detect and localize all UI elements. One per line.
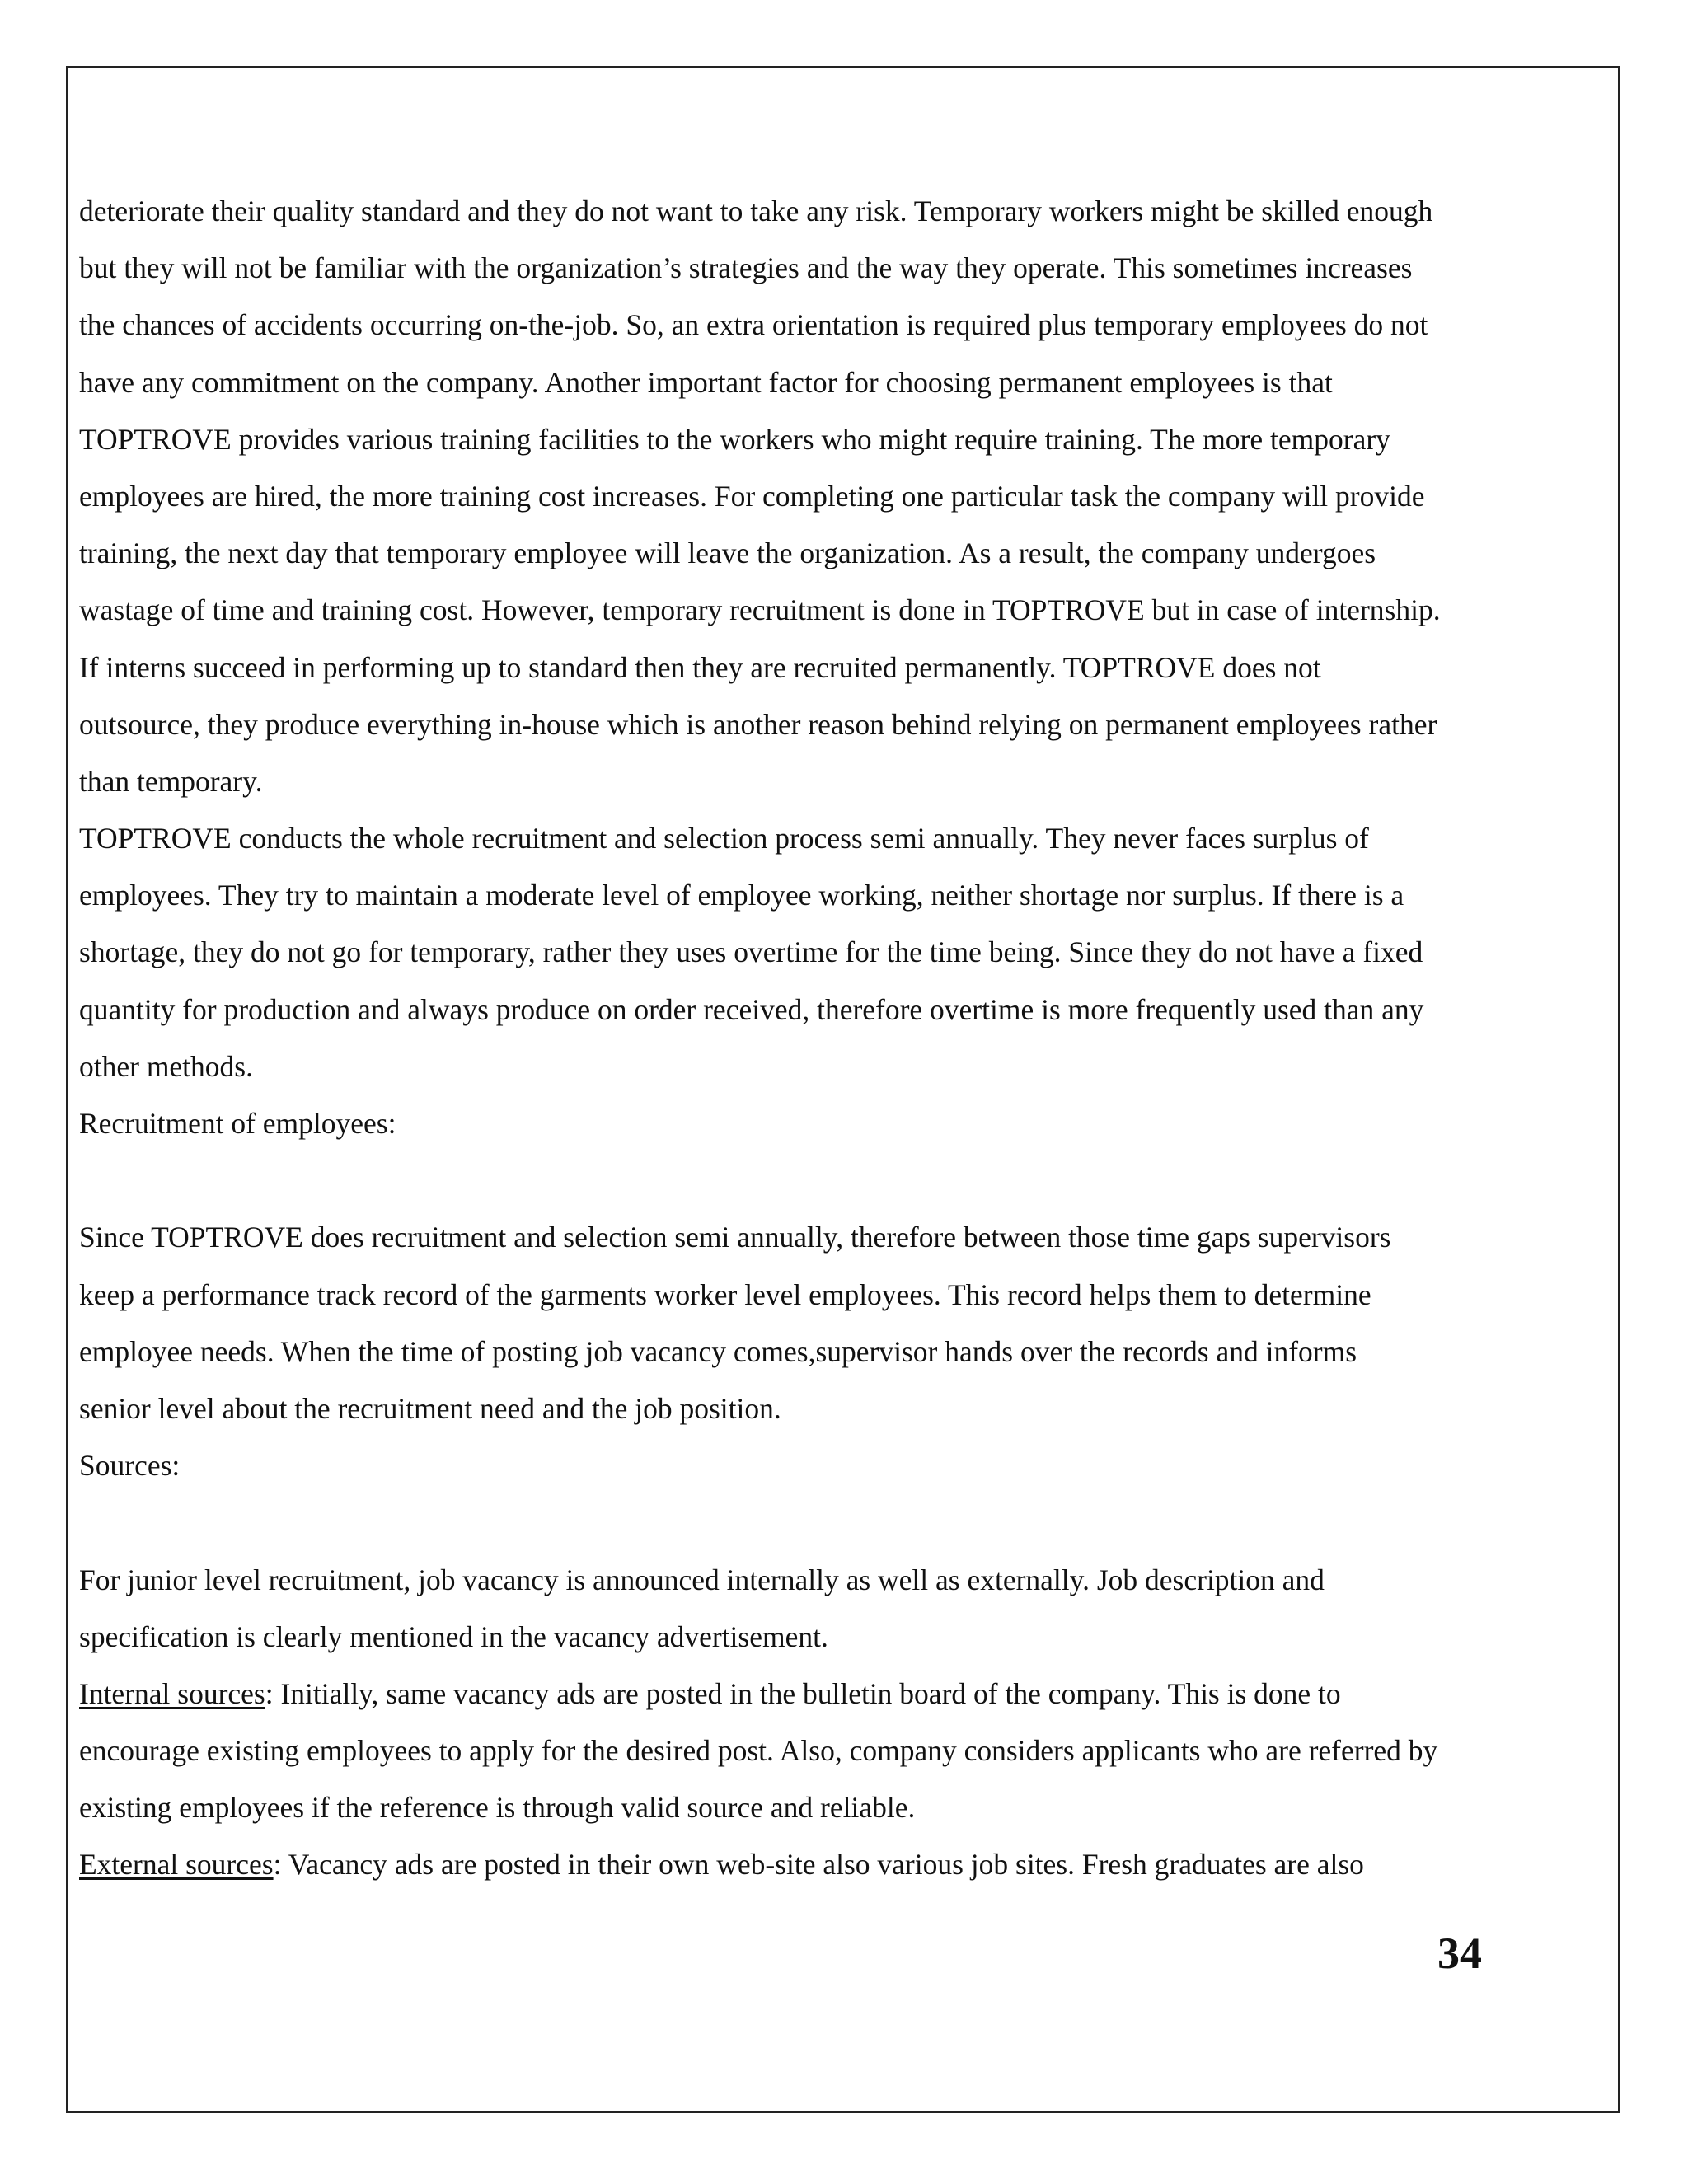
text-line: employees are hired, the more training cost increases. For completing one particular task the company will provide	[79, 479, 1425, 513]
text-line: encourage existing employees to apply for the desired post. Also, company considers applicants who are referred by	[79, 1734, 1438, 1768]
document-body	[79, 183, 1614, 1894]
text-line: but they will not be familiar with the organization’s strategies and the way they operate. This sometimes increases	[79, 251, 1413, 285]
recruitment-heading: Recruitment of employees:	[79, 1107, 396, 1140]
text-line: senior level about the recruitment need and the job position.	[79, 1391, 781, 1425]
text-line: shortage, they do not go for temporary, rather they uses overtime for the time being. Since they do not have a fixed	[79, 935, 1423, 969]
text-line: quantity for production and always produce on order received, therefore overtime is more frequently used than any	[79, 992, 1424, 1026]
text-line: employees. They try to maintain a moderate level of employee working, neither shortage nor surplus. If there is a	[79, 879, 1404, 912]
external-sources-text: : Vacancy ads are posted in their own web-site also various job sites. Fresh graduates are also	[273, 1848, 1364, 1882]
text-line: training, the next day that temporary employee will leave the organization. As a result, the company undergoes	[79, 537, 1376, 570]
internal-sources-line	[79, 1666, 1614, 1722]
text-line: If interns succeed in performing up to standard then they are recruited permanently. TOPTROVE does not	[79, 650, 1321, 684]
blank-line	[79, 1152, 1614, 1209]
text-line: than temporary.	[79, 764, 263, 798]
external-sources-line	[79, 1836, 1614, 1893]
sources-heading: Sources:	[79, 1449, 181, 1483]
text-line: keep a performance track record of the garments worker level employees. This record helps them to determine	[79, 1277, 1372, 1311]
internal-sources-text: : Initially, same vacancy ads are posted in the bulletin board of the company. This is done to	[265, 1676, 1341, 1710]
text-line: the chances of accidents occurring on-the-job. So, an extra orientation is required plus temporary employees do not	[79, 308, 1428, 342]
text-line: TOPTROVE conducts the whole recruitment and selection process semi annually. They never faces surplus of	[79, 822, 1369, 855]
text-line: wastage of time and training cost. However, temporary recruitment is done in TOPTROVE but in case of internship.	[79, 593, 1441, 627]
text-line: deteriorate their quality standard and they do not want to take any risk. Temporary workers might be skilled enough	[79, 194, 1433, 227]
text-line: Since TOPTROVE does recruitment and selection semi annually, therefore between those time gaps supervisors	[79, 1221, 1391, 1254]
blank-line	[79, 1494, 1614, 1551]
page-number: 34	[1437, 1929, 1482, 1978]
text-line: have any commitment on the company. Another important factor for choosing permanent employees is that	[79, 365, 1333, 399]
text-line: TOPTROVE provides various training facilities to the workers who might require training. The more temporary	[79, 422, 1390, 456]
text-line: outsource, they produce everything in-house which is another reason behind relying on permanent employees rather	[79, 707, 1437, 741]
internal-sources-label: Internal sources	[79, 1676, 265, 1710]
text-line: other methods.	[79, 1049, 253, 1083]
text-line: employee needs. When the time of posting job vacancy comes,supervisor hands over the records and informs	[79, 1334, 1357, 1368]
text-line: existing employees if the reference is through valid source and reliable.	[79, 1791, 916, 1825]
text-line: For junior level recruitment, job vacancy is announced internally as well as externally. Job description and	[79, 1563, 1325, 1596]
external-sources-label: External sources	[79, 1848, 274, 1882]
text-line: specification is clearly mentioned in the vacancy advertisement.	[79, 1619, 828, 1653]
